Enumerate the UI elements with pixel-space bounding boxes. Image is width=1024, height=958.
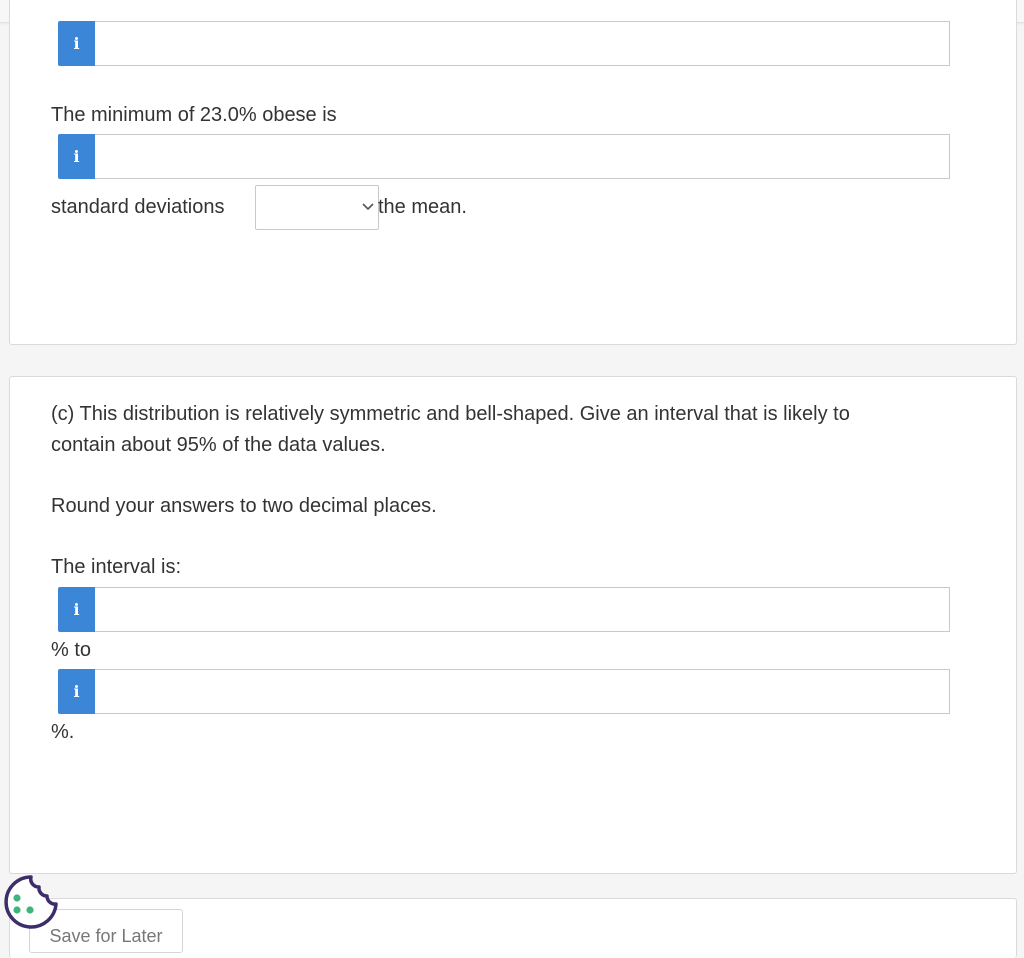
interval-upper-input-group <box>58 669 950 714</box>
info-icon[interactable]: i <box>58 134 95 179</box>
minimum-text: The minimum of 23.0% obese is <box>51 104 337 126</box>
sd-count-field[interactable] <box>95 134 950 179</box>
answer-input-group-top <box>58 21 950 66</box>
interval-upper-field[interactable] <box>95 669 950 714</box>
mean-suffix: the mean. <box>378 196 467 218</box>
question-c-line1: (c) This distribution is relatively symmetric and bell-shaped. Give an interval that is likely to <box>51 403 850 425</box>
sd-label: standard deviations <box>51 196 225 218</box>
info-icon[interactable]: i <box>58 587 95 632</box>
interval-label: The interval is: <box>51 556 182 578</box>
chevron-down-icon <box>361 201 375 213</box>
end-label: %. <box>51 721 75 743</box>
interval-lower-input-group <box>58 587 950 632</box>
cookie-icon[interactable] <box>3 874 59 930</box>
info-icon[interactable]: i <box>58 21 95 66</box>
info-icon[interactable]: i <box>58 669 95 714</box>
sd-count-input-group <box>58 134 950 179</box>
answer-field-top[interactable] <box>95 21 950 66</box>
question-c-line2: contain about 95% of the data values. <box>51 434 386 456</box>
to-label: % to <box>51 639 92 661</box>
direction-select[interactable] <box>255 185 379 230</box>
round-instruction: Round your answers to two decimal places. <box>51 495 437 517</box>
save-for-later-button[interactable]: Save for Later <box>29 909 183 953</box>
interval-lower-field[interactable] <box>95 587 950 632</box>
